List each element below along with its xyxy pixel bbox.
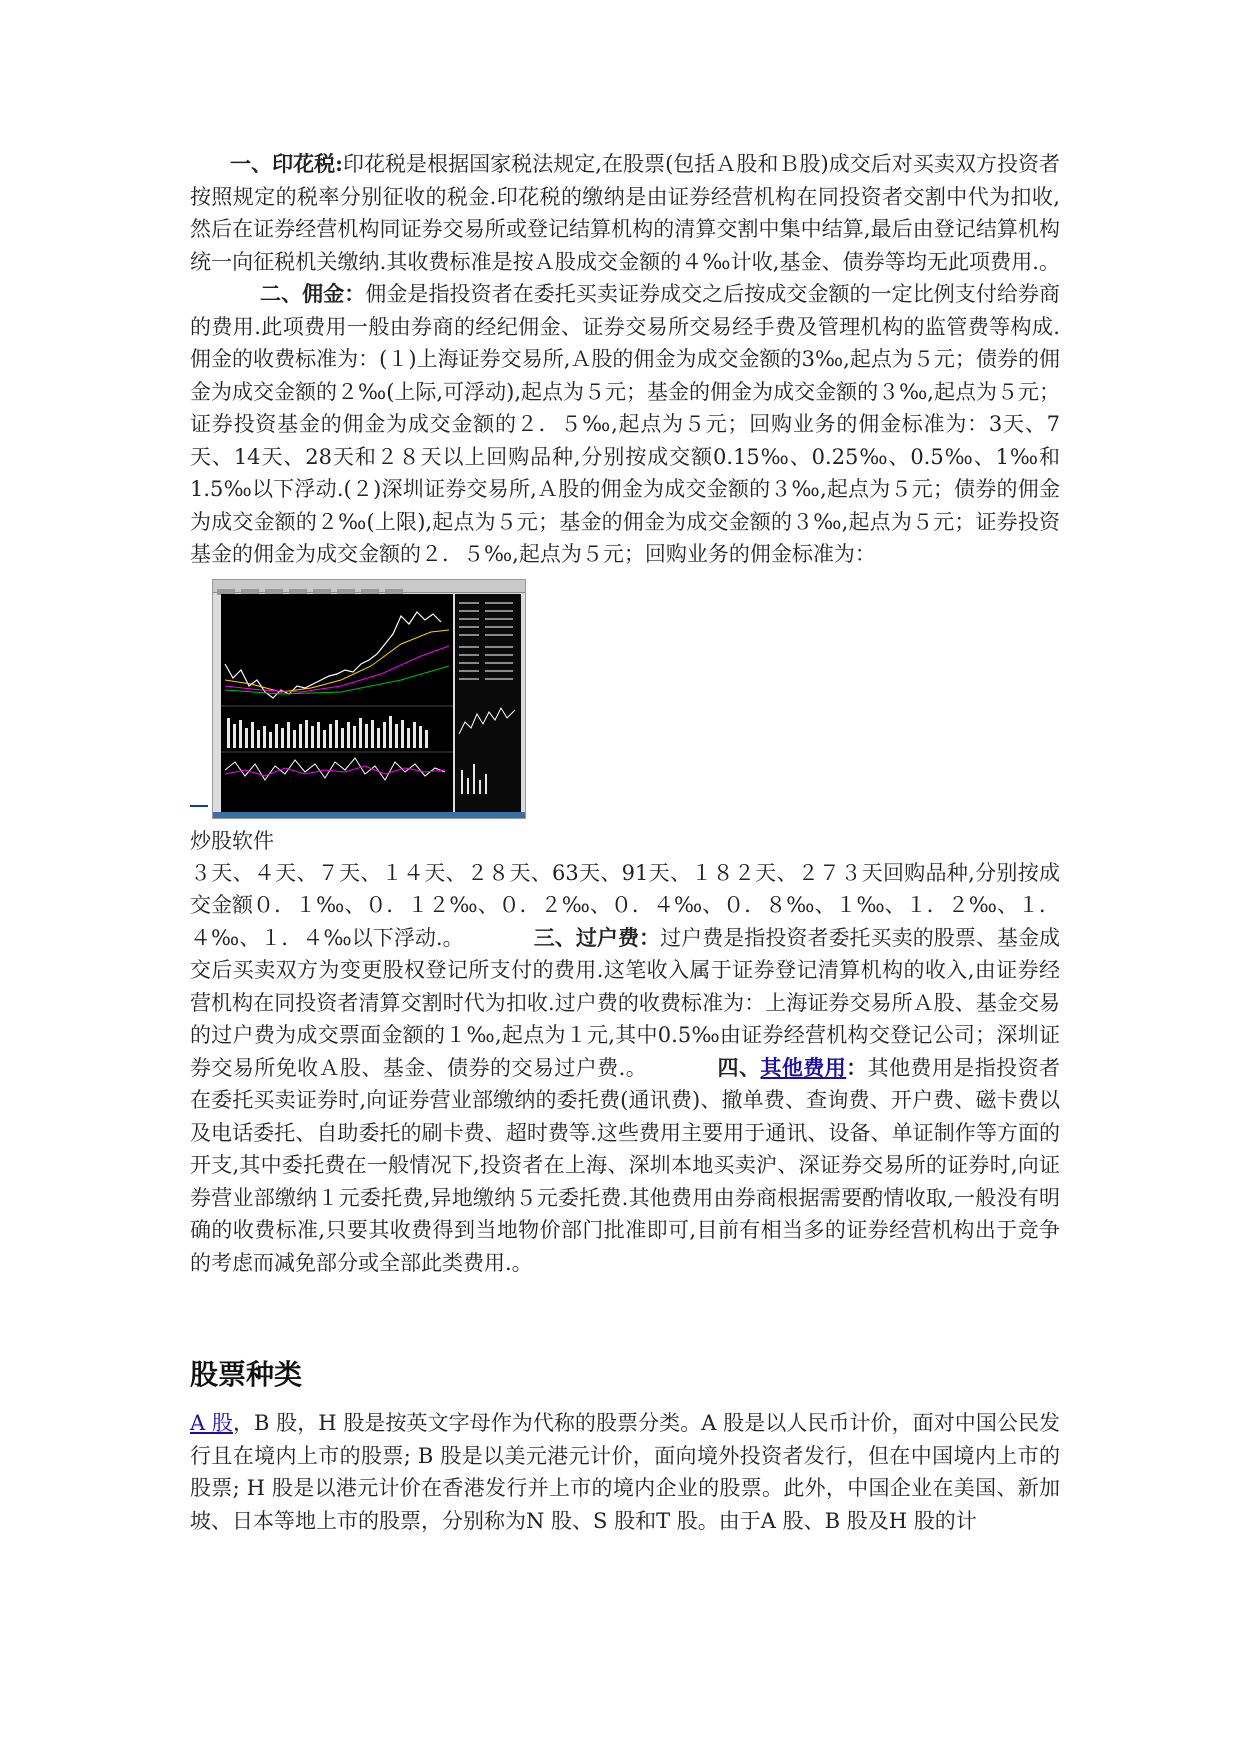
section-title-stock-types: 股票种类 [190,1358,303,1391]
heading-stamp-duty: 一、印花税 [230,151,336,176]
stock-types-text: ，B 股，H 股是按英文字母作为代称的股票分类。A 股是以人民币计价，面对中国公民发行且在境内上市的股票; B 股是以美元港元计价，面向境外投资者发行，但在中国境内上市的股票; H 股是以港元计价在香港发行并上市的境内企业的股票。此外，中国企业在美国、新加坡、日本等地上市的股票，分别称为N 股、S 股和T 股。由于A 股、B 股及H 股的计 [190,1411,1060,1533]
colon: ： [344,281,366,306]
paragraph-stock-types [190,1407,1060,1537]
quote-side-panel [455,594,521,812]
colon: : [335,151,343,176]
taskbar [213,812,525,818]
transfer-fee-text: 过户费是指投资者委托买卖的股票、基金成交后买卖双方为变更股权登记所支付的费用.这笔收入属于证券登记清算机构的收入,由证券经营机构在同投资者清算交割时代为扣收.过户费的收费标准为：上海证券交易所Ａ股、基金交易的过户费为成交票面金额的１‰,起点为１元,其中0.5‰由证券经营机构交登记公司；深圳证券交易所免收Ａ股、基金、债券的交易过户费.。 [190,925,1061,1080]
software-toolbar [213,580,525,593]
other-fees-link[interactable]: 其他费用 [760,1054,847,1080]
heading-transfer-fee: 三、过户费 [533,924,640,950]
figure-caption: 炒股软件 [190,828,274,853]
document-body [190,148,1060,1537]
heading-commission: 二、佣金 [260,281,345,306]
other-fees-text: 其他费用是指投资者在委托买卖证券时,向证券营业部缴纳的委托费(通讯费)、撤单费、查询费、开户费、磁卡费以及电话委托、自助委托的刷卡费、超时费等.这些费用主要用于通讯、设备、单证制作等方面的开支,其中委托费在一般情况下,投资者在上海、深圳本地买卖沪、深证券交易所的证券时,向证券营业部缴纳１元委托费,异地缴纳５元委托费.其他费用由券商根据需要酌情收取,一般没有明确的收费标准,只要其收费得到当地物价部门批准即可,目前有相当多的证券经营机构出于竞争的考虑而减免部分或全部此类费用.。 [190,1055,1061,1275]
paragraph-fees-continued [190,857,1060,1280]
colon: ： [846,1054,868,1080]
image-link-underline [190,805,208,807]
repo-rates-text: ３天、４天、７天、１４天、２８天、63天、91天、１８２天、２７３天回购品种,分别按成交金额０．１‰、０．１２‰、０．２‰、０．４‰、０．８‰、１‰、１．２‰、１．４‰、１．４‰以下浮动.。 [190,860,1060,950]
commission-text: 佣金是指投资者在委托买卖证券成交之后按成交金额的一定比例支付给券商的费用.此项费用一般由券商的经纪佣金、证券交易所交易经手费及管理机构的监管费等构成.佣金的收费标准为：(１)上海证券交易所,Ａ股的佣金为成交金额的3‰,起点为５元；债券的佣金为成交金额的２‰(上际,可浮动),起点为５元；基金的佣金为成交金额的３‰,起点为５元；证券投资基金的佣金为成交金额的２．５‰,起点为５元；回购业务的佣金标准为：3天、7天、14天、28天和２８天以上回购品种,分别按成交额0.15‰、0.25‰、0.5‰、1‰和1.5‰以下浮动.(２)深圳证券交易所,Ａ股的佣金为成交金额的３‰,起点为５元；债券的佣金为成交金额的２‰(上限),起点为５元；基金的佣金为成交金额的３‰,起点为５元；证券投资基金的佣金为成交金额的２．５‰,起点为５元；回购业务的佣金标准为： [190,282,1061,566]
stamp-duty-text: 印花税是根据国家税法规定,在股票(包括Ａ股和Ｂ股)成交后对买卖双方投资者按照规定的税率分别征收的税金.印花税的缴纳是由证券经营机构在同投资者交割中代为扣收,然后在证券经营机构同证券交易所或登记结算机构的清算交割中集中结算,最后由登记结算机构统一向征税机关缴纳.其收费标准是按Ａ股成交金额的４‰计收,基金、债券等均无此项费用.。 [190,152,1060,274]
candlestick-plot [221,594,453,812]
stock-software-figure [190,579,520,819]
heading-other-fees-prefix: 四、 [717,1054,761,1080]
stock-chart-screenshot [212,579,526,819]
quote-panel-graphic [455,594,521,812]
colon: ： [639,924,661,950]
candlestick-graphic [221,594,453,812]
paragraph-fees [190,148,1060,571]
a-share-link[interactable]: A 股 [190,1411,233,1435]
